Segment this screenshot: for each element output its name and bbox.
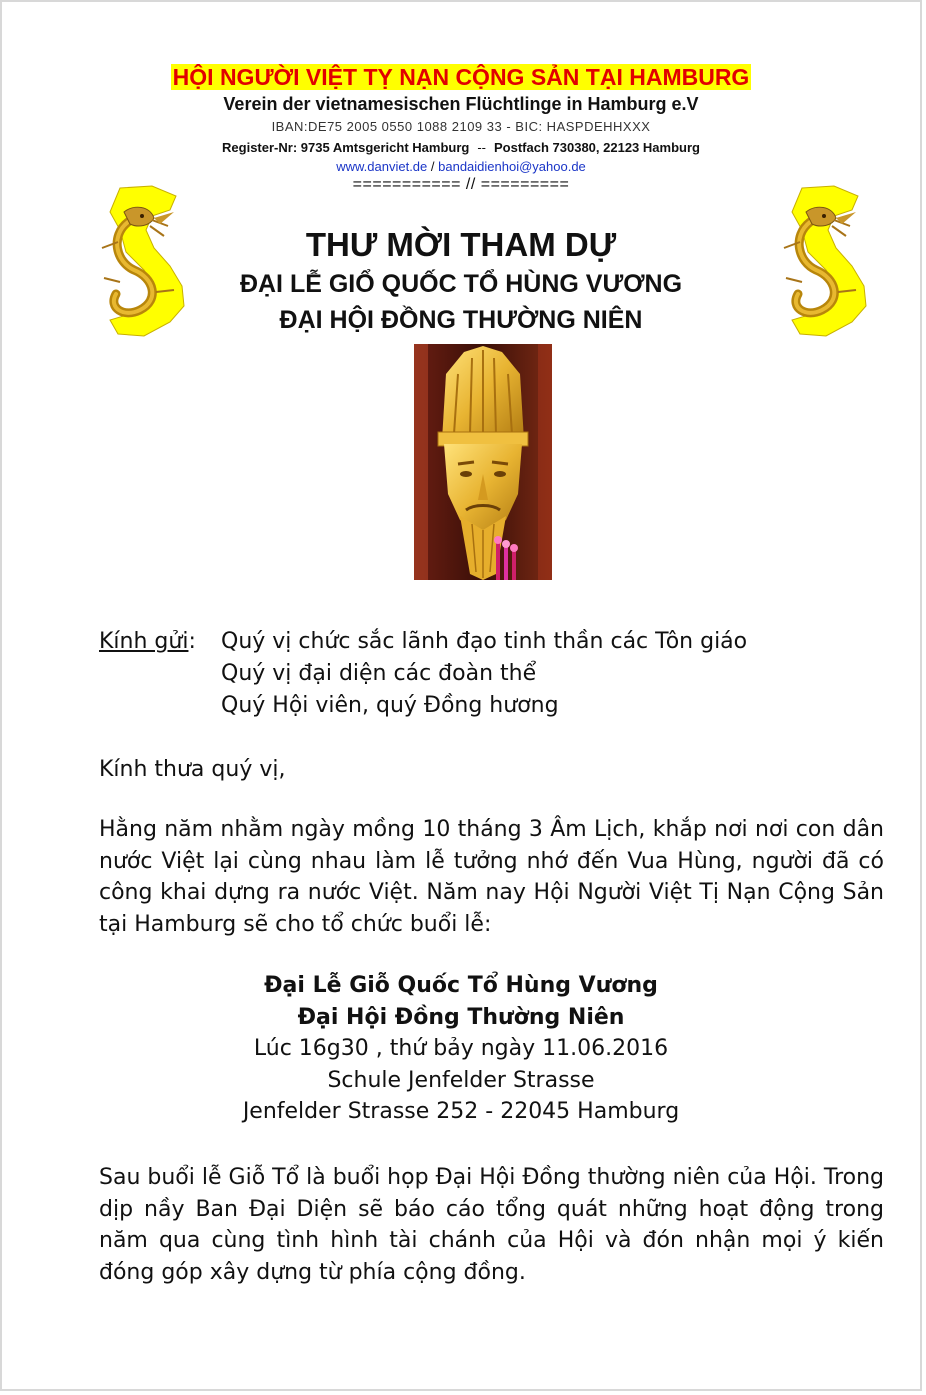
register-line [2,140,920,155]
event-name-1: Đại Lễ Giỗ Quốc Tổ Hùng Vương [264,973,658,998]
recipient-3: Quý Hội viên, quý Đồng hương [221,693,559,718]
intro-paragraph: Hằng năm nhằm ngày mồng 10 tháng 3 Âm Lịch, khắp nơi nơi con dân nước Việt lại cùng nhau làm lễ tưởng nhớ đến Vua Hùng, người đã có công khai dựng ra nước Việt. Năm nay Hội Người Việt Tị Nạn Cộng Sản tại Hamburg sẽ cho tổ chức buổi lễ: [99,817,884,937]
org-name-vi [2,64,920,91]
event-details [2,970,920,1128]
event-venue: Schule Jenfelder Strasse [327,1067,595,1093]
email-link[interactable]: bandaidienhoi@yahoo.de [438,159,586,174]
meeting-paragraph: Sau buổi lễ Giỗ Tổ là buổi họp Đại Hội Đồng thường niên của Hội. Trong dịp nầy Ban Đại Diện sẽ báo cáo tổng quát những hoạt động trong năm qua cùng tình hình tài chánh của Hội và đón nhận mọi ý kiến đóng góp xây dựng từ phía cộng đồng. [99,1165,884,1285]
salutation-row [99,626,859,658]
salutation-colon: : [188,629,196,654]
register-number: Register-Nr: 9735 Amtsgericht Hamburg [222,140,470,155]
register-separator: -- [477,140,487,155]
website-link[interactable]: www.danviet.de [336,159,428,174]
contact-separator: / [427,159,439,174]
event-title-1: ĐẠI LỄ GIỔ QUỐC TỔ HÙNG VƯƠNG [239,270,683,298]
salutation-row [99,690,859,722]
org-name-vi-text: HỘI NGƯỜI VIỆT TỴ NẠN CỘNG SẢN TẠI HAMBURG [172,64,750,90]
event-name-2: Đại Hội Đồng Thường Niên [297,1004,625,1030]
event-time: Lúc 16g30 , thứ bảy ngày 11.06.2016 [253,1036,669,1061]
salutation-label: Kính gửi [99,629,189,654]
bank-details: IBAN:DE75 2005 0550 1088 2109 33 - BIC: HASPDEHHXXX [271,119,651,134]
salutation-row [99,658,859,690]
greeting: Kính thưa quý vị, [99,757,286,782]
hung-king-statue-image [414,344,552,580]
postfach-address: Postfach 730380, 22123 Hamburg [494,140,700,155]
recipient-2: Quý vị đại diện các đoàn thể [221,661,537,686]
event-title-2: ĐẠI HỘI ĐỒNG THƯỜNG NIÊN [279,306,643,334]
org-name-de: Verein der vietnamesischen Flüchtlinge in Hamburg e.V [223,94,699,114]
salutation-label-wrap [99,626,221,658]
letter-title: THƯ MỜI THAM DỰ [305,226,617,263]
contact-line [2,159,920,174]
recipient-1: Quý vị chức sắc lãnh đạo tinh thần các Tôn giáo [221,629,748,654]
header-divider: =========== // ========= [352,176,570,193]
event-address: Jenfelder Strasse 252 - 22045 Hamburg [242,1099,680,1124]
salutation-block [99,626,859,722]
